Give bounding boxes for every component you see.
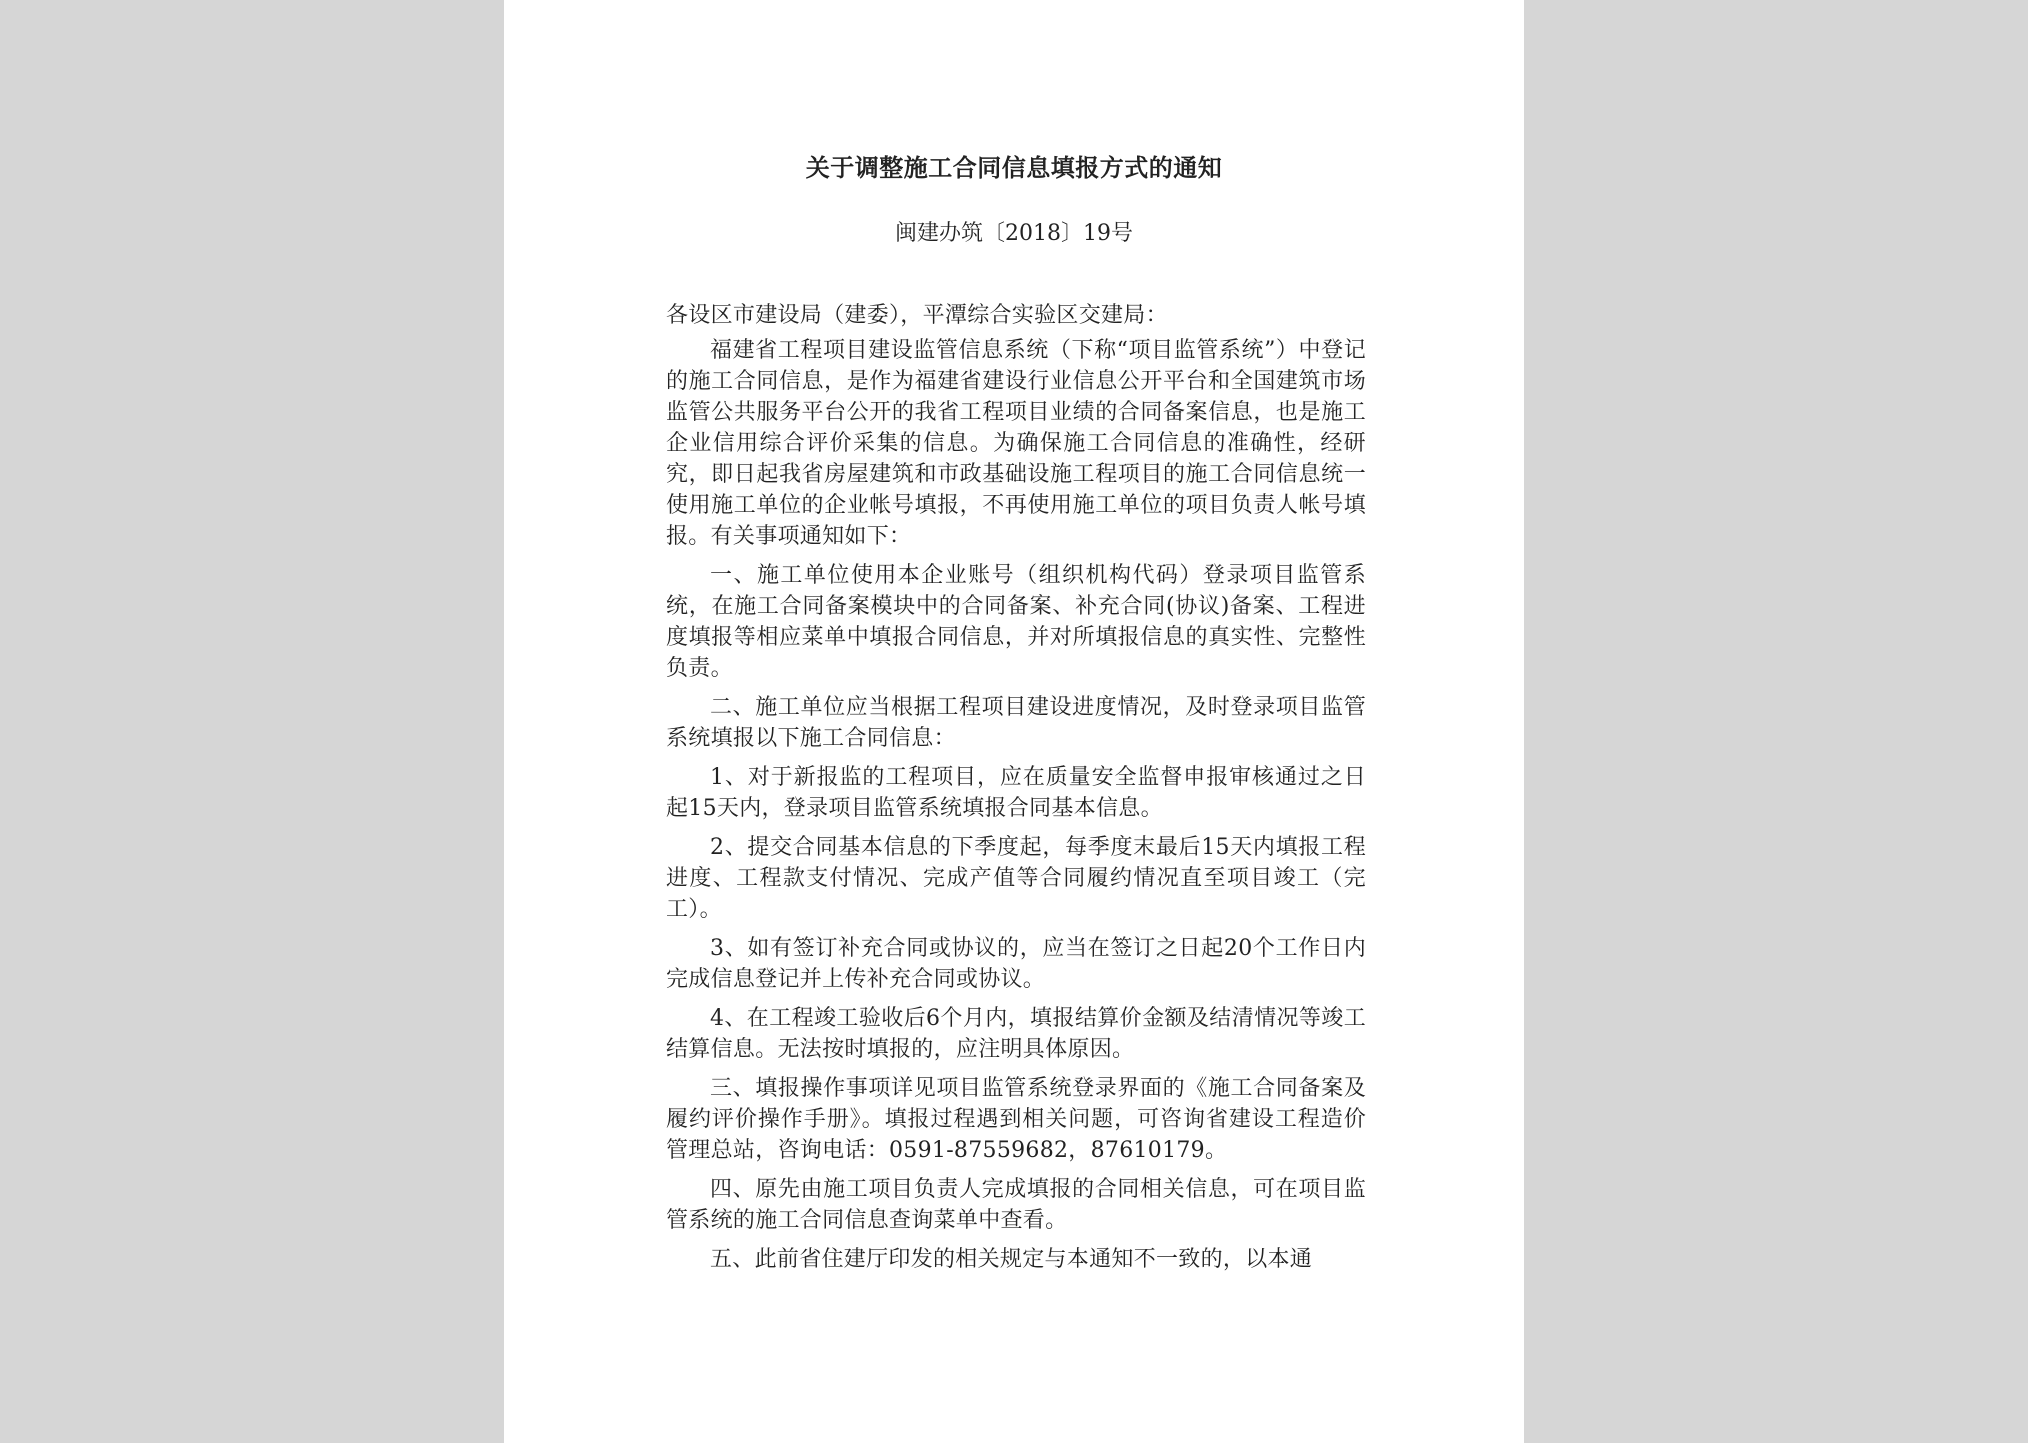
document-body — [666, 300, 1366, 1283]
document-number: 闽建办筑〔2018〕19号 — [895, 221, 1133, 246]
document-page — [504, 0, 1524, 1443]
document-title: 关于调整施工合同信息填报方式的通知 — [805, 153, 1223, 182]
paragraph-intro: 福建省工程项目建设监管信息系统（下称“项目监管系统”）中登记的施工合同信息，是作为福建省建设行业信息公开平台和全国建筑市场监管公共服务平台公开的我省工程项目业绩的合同备案信息，也是施工企业信用综合评价采集的信息。为确保施工合同信息的准确性，经研究，即日起我省房屋建筑和市政基础设施工程项目的施工合同信息统一使用施工单位的企业帐号填报，不再使用施工单位的项目负责人帐号填报。有关事项通知如下： — [666, 338, 1366, 549]
paragraph-item-4: 四、原先由施工项目负责人完成填报的合同相关信息，可在项目监管系统的施工合同信息查询菜单中查看。 — [666, 1177, 1366, 1233]
paragraph-item-1: 一、施工单位使用本企业账号（组织机构代码）登录项目监管系统，在施工合同备案模块中的合同备案、补充合同(协议)备案、工程进度填报等相应菜单中填报合同信息，并对所填报信息的真实性、完整性负责。 — [666, 563, 1366, 681]
salutation: 各设区市建设局（建委），平潭综合实验区交建局： — [666, 303, 1168, 328]
paragraph-subitem-1: 1、对于新报监的工程项目，应在质量安全监督申报审核通过之日起15天内，登录项目监管系统填报合同基本信息。 — [666, 765, 1366, 821]
paragraph-item-2: 二、施工单位应当根据工程项目建设进度情况，及时登录项目监管系统填报以下施工合同信息： — [666, 695, 1366, 751]
paragraph-item-5: 五、此前省住建厅印发的相关规定与本通知不一致的，以本通 — [710, 1247, 1313, 1272]
paragraph-subitem-4: 4、在工程竣工验收后6个月内，填报结算价金额及结清情况等竣工结算信息。无法按时填报的，应注明具体原因。 — [666, 1006, 1366, 1062]
paragraph-item-3: 三、填报操作事项详见项目监管系统登录界面的《施工合同备案及履约评价操作手册》。填报过程遇到相关问题，可咨询省建设工程造价管理总站，咨询电话：0591-87559682，87610179。 — [666, 1076, 1366, 1163]
paragraph-subitem-2: 2、提交合同基本信息的下季度起，每季度末最后15天内填报工程进度、工程款支付情况、完成产值等合同履约情况直至项目竣工（完工）。 — [666, 835, 1366, 922]
paragraph-subitem-3: 3、如有签订补充合同或协议的，应当在签订之日起20个工作日内完成信息登记并上传补充合同或协议。 — [666, 936, 1366, 992]
